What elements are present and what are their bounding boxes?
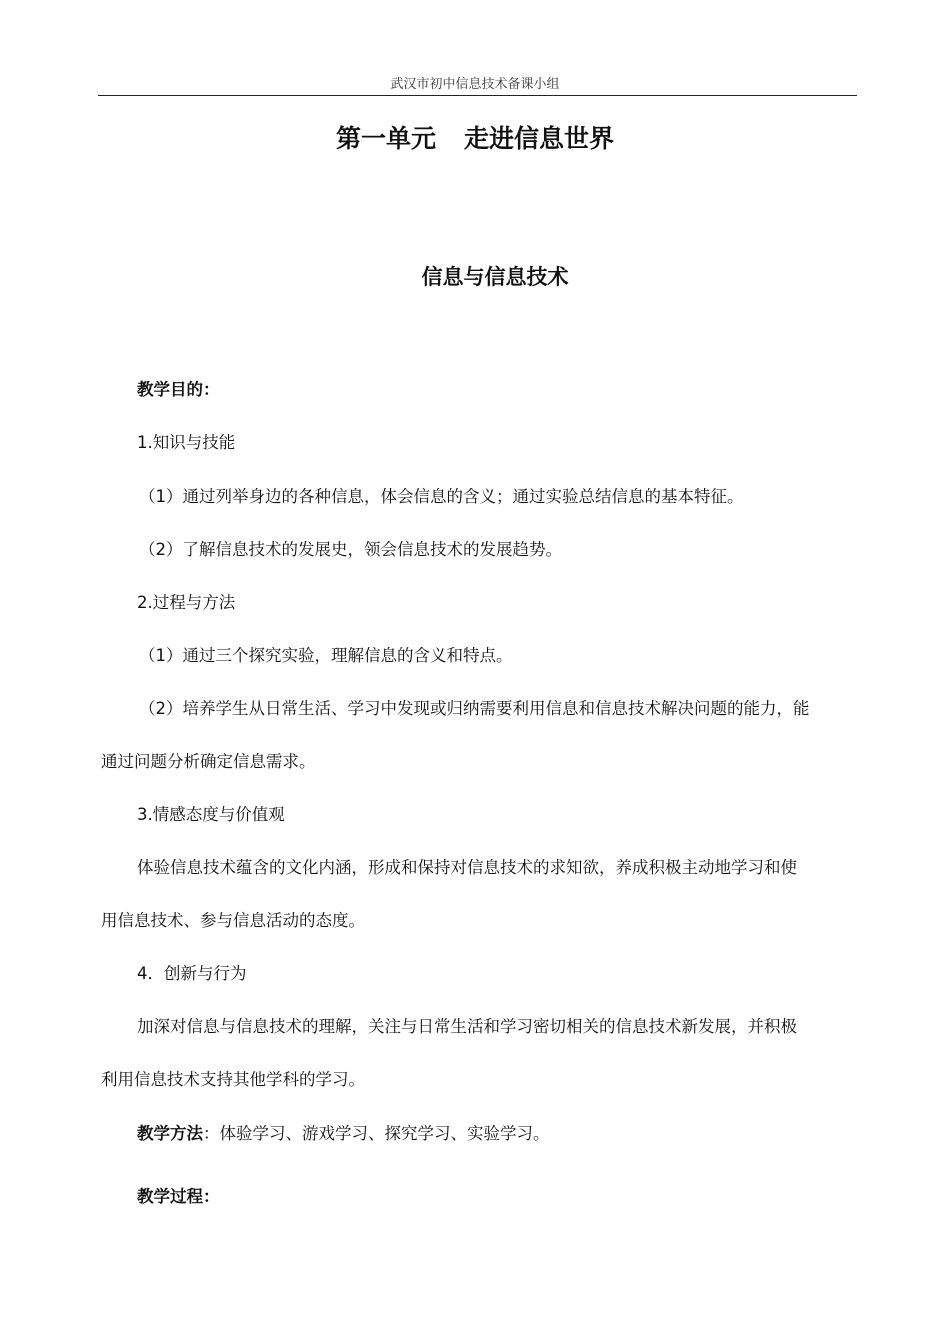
page-header: 武汉市初中信息技术备课小组 — [390, 77, 560, 92]
emotion-line-1: 体验信息技术蕴含的文化内涵，形成和保持对信息技术的求知欲，养成积极主动地学习和使 — [137, 858, 797, 877]
knowledge-item-2: （2）了解信息技术的发展史，领会信息技术的发展趋势。 — [139, 540, 562, 559]
emotion-line-2: 用信息技术、参与信息活动的态度。 — [101, 911, 365, 930]
emotion-heading: 3.情感态度与价值观 — [137, 805, 285, 824]
teaching-process-heading: 教学过程： — [137, 1187, 220, 1206]
innovation-line-2: 利用信息技术支持其他学科的学习。 — [101, 1070, 365, 1089]
methods-label: 教学方法 — [137, 1124, 203, 1143]
process-method-item-2-line-2: 通过问题分析确定信息需求。 — [101, 752, 316, 771]
innovation-line-1: 加深对信息与信息技术的理解，关注与日常生活和学习密切相关的信息技术新发展，并积极 — [137, 1017, 797, 1036]
lesson-title: 信息与信息技术 — [421, 265, 569, 289]
process-method-item-2-line-1: （2）培养学生从日常生活、学习中发现或归纳需要利用信息和信息技术解决问题的能力，能 — [139, 699, 810, 718]
goals-heading: 教学目的： — [137, 380, 220, 399]
knowledge-item-1: （1）通过列举身边的各种信息，体会信息的含义；通过实验总结信息的基本特征。 — [139, 487, 744, 506]
process-method-heading: 2.过程与方法 — [137, 593, 236, 612]
unit-name: 走进信息世界 — [464, 124, 615, 153]
unit-number: 第一单元 — [335, 124, 436, 153]
knowledge-heading: 1.知识与技能 — [137, 433, 236, 452]
methods-text: ：体验学习、游戏学习、探究学习、实验学习。 — [203, 1124, 550, 1143]
methods-line — [137, 1122, 550, 1146]
header-rule — [98, 95, 857, 96]
innovation-heading: 4．创新与行为 — [137, 964, 247, 983]
process-method-item-1: （1）通过三个探究实验，理解信息的含义和特点。 — [139, 646, 513, 665]
unit-title — [0, 121, 950, 157]
